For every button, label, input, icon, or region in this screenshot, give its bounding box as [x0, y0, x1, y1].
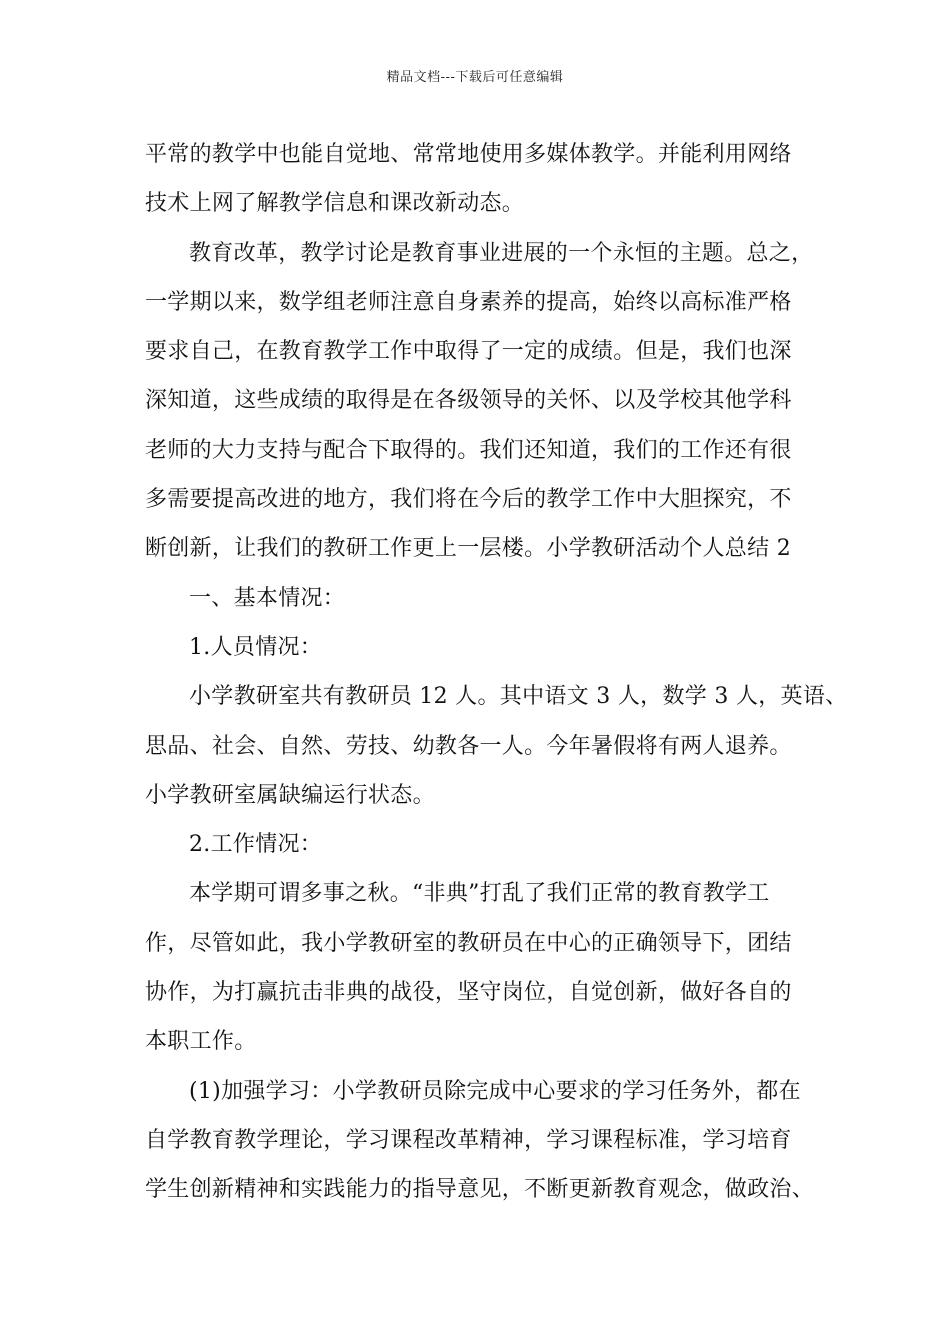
text-line: 小学教研室共有教研员 12 人。其中语文 3 人，数学 3 人，英语、 [189, 684, 848, 710]
text-line: 技术上网了解教学信息和课改新动态。 [145, 191, 525, 217]
text-line: 思品、社会、自然、劳技、幼教各一人。今年暑假将有两人退养。 [145, 733, 792, 759]
text-line: 深知道，这些成绩的取得是在各级领导的关怀、以及学校其他学科 [145, 388, 792, 414]
text-line: 老师的大力支持与配合下取得的。我们还知道，我们的工作还有很 [145, 437, 792, 463]
text-line: 断创新，让我们的教研工作更上一层楼。小学教研活动个人总结 2 [145, 536, 791, 562]
section-heading: 一、基本情况： [189, 585, 346, 611]
document-body [145, 130, 848, 1215]
text-line: 自学教育教学理论，学习课程改革精神，学习课程标准，学习培育 [145, 1127, 792, 1153]
text-line: (1)加强学习：小学教研员除完成中心要求的学习任务外，都在 [189, 1078, 801, 1104]
text-line: 平常的教学中也能自觉地、常常地使用多媒体教学。并能利用网络 [145, 142, 792, 167]
text-line: 一学期以来，数学组老师注意自身素养的提高，始终以高标准严格 [145, 289, 792, 315]
page-header: 精品文档---下载后可任意编辑 [386, 70, 564, 85]
text-line: 协作，为打赢抗击非典的战役，坚守岗位，自觉创新，做好各自的 [145, 980, 792, 1006]
text-line: 作，尽管如此，我小学教研室的教研员在中心的正确领导下，团结 [145, 930, 792, 956]
text-line: 本学期可谓多事之秋。“非典”打乱了我们正常的教育教学工 [189, 881, 770, 907]
subsection-heading: 2.工作情况： [189, 832, 323, 858]
text-line: 多需要提高改进的地方，我们将在今后的教学工作中大胆探究，不 [145, 487, 792, 513]
text-line: 要求自己，在教育教学工作中取得了一定的成绩。但是，我们也深 [145, 339, 792, 365]
text-line: 本职工作。 [145, 1029, 257, 1055]
text-line: 学生创新精神和实践能力的指导意见，不断更新教育观念，做政治、 [145, 1177, 815, 1203]
text-line: 小学教研室属缺编运行状态。 [145, 782, 435, 808]
text-line: 教育改革，教学讨论是教育事业进展的一个永恒的主题。总之， [189, 240, 814, 266]
subsection-heading: 1.人员情况： [189, 634, 323, 660]
